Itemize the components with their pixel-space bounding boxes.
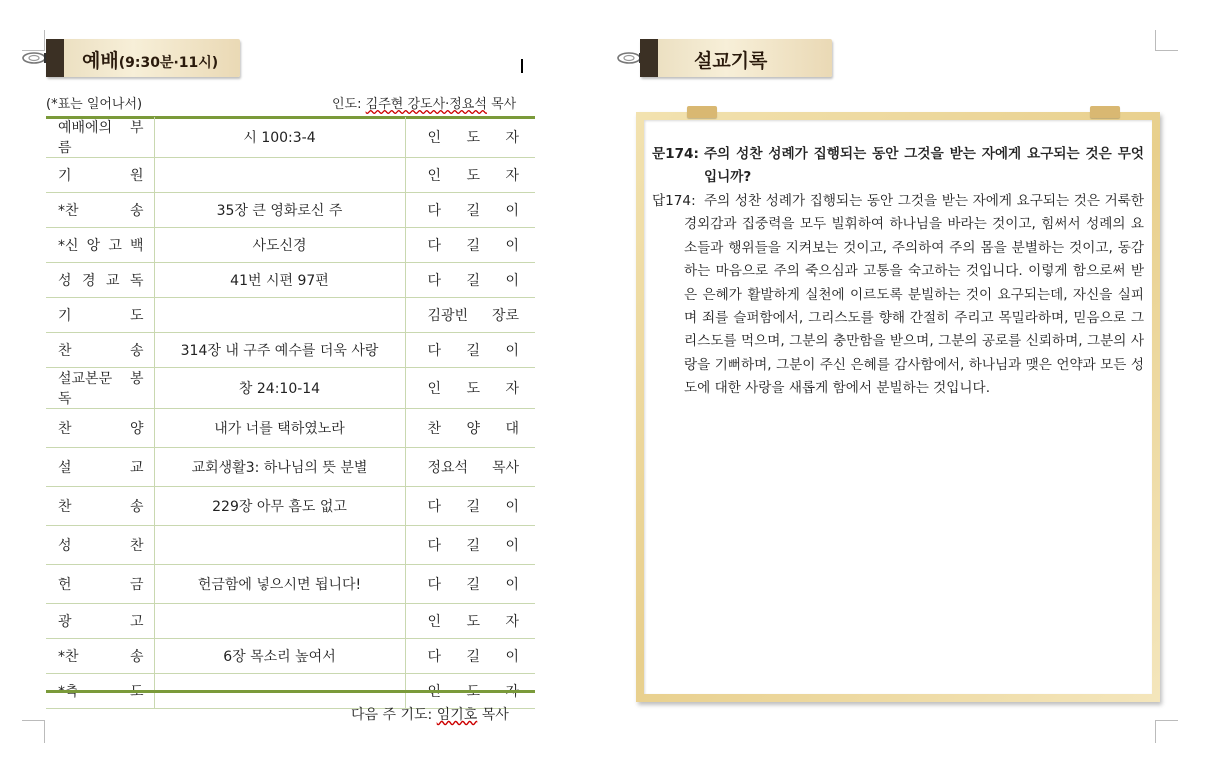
answer-label: 답174: <box>652 193 696 209</box>
next-title: 목사 <box>481 707 509 723</box>
order-content: 시 100:3-4 <box>154 117 405 158</box>
worship-title <box>82 46 218 73</box>
leader-title: 목사 <box>491 97 517 112</box>
order-leader: 찬 양 대 <box>405 409 535 448</box>
sermon-record-title: 설교기록 <box>694 50 768 72</box>
order-leader: 인 도 자 <box>405 158 535 193</box>
table-row <box>46 263 535 298</box>
question-label: 문174: <box>652 146 699 162</box>
order-content <box>154 526 405 565</box>
order-content: 헌금함에 넣으시면 됩니다! <box>154 565 405 604</box>
table-row <box>46 526 535 565</box>
order-item: 기 도 <box>46 298 154 333</box>
catechism-question <box>652 143 1144 190</box>
order-content: 교회생활3: 하나님의 뜻 분별 <box>154 448 405 487</box>
worship-title-main: 예배 <box>82 50 119 72</box>
worship-order-table <box>46 117 535 709</box>
crop-mark-bottom-right <box>1155 720 1178 743</box>
order-content: 내가 너를 택하였노라 <box>154 409 405 448</box>
sermon-record-banner <box>640 39 832 77</box>
leader-line <box>332 93 516 112</box>
table-row <box>46 448 535 487</box>
banner-tab <box>640 39 658 77</box>
order-content: 314장 내 구주 예수를 더욱 사랑 <box>154 333 405 368</box>
table-row <box>46 368 535 409</box>
order-item: 성 경 교 독 <box>46 263 154 298</box>
table-row <box>46 487 535 526</box>
order-leader: 정요석 목사 <box>405 448 535 487</box>
order-leader: 인 도 자 <box>405 604 535 639</box>
order-item: 성 찬 <box>46 526 154 565</box>
order-leader: 김광빈 장로 <box>405 298 535 333</box>
table-row <box>46 565 535 604</box>
order-leader: 인 도 자 <box>405 117 535 158</box>
order-content: 41번 시편 97편 <box>154 263 405 298</box>
leader-label: 인도: <box>332 97 362 112</box>
order-content <box>154 298 405 333</box>
table-row <box>46 639 535 674</box>
order-leader: 다 길 이 <box>405 565 535 604</box>
table-row <box>46 333 535 368</box>
standing-note: (*표는 일어나서) <box>46 97 143 112</box>
worship-title-time: (9:30분·11시) <box>118 55 219 71</box>
order-content: 35장 큰 영화로신 주 <box>154 193 405 228</box>
crop-mark-bottom-left <box>22 720 45 743</box>
order-content: 창 24:10-14 <box>154 368 405 409</box>
table-row <box>46 193 535 228</box>
order-content: 6장 목소리 높여서 <box>154 639 405 674</box>
order-leader: 다 길 이 <box>405 639 535 674</box>
order-item: *신 앙 고 백 <box>46 228 154 263</box>
crop-mark-top-right <box>1155 30 1178 51</box>
order-item: 헌 금 <box>46 565 154 604</box>
tape-right <box>1090 106 1120 118</box>
order-item: 예배에의 부름 <box>46 117 154 158</box>
order-item: 찬 송 <box>46 333 154 368</box>
order-leader: 다 길 이 <box>405 263 535 298</box>
order-content: 사도신경 <box>154 228 405 263</box>
tape-left <box>687 106 717 118</box>
order-item: 찬 송 <box>46 487 154 526</box>
banner-tab <box>46 39 64 77</box>
order-leader: 다 길 이 <box>405 333 535 368</box>
answer-text: 주의 성찬 성례가 집행되는 동안 그것을 받는 자에게 요구되는 것은 거룩한 경외감과 집중력을 모두 빌휘하여 하나님을 바라는 것이고, 힘써서 성례의 요소들과 행위들을 지켜보는 것이고, 주의하여 주의 몸을 분별하는 것이고, 동감하는 마음으로 주의 죽으심과 고통을 숙고하는 것입니다. 이렇게 함으로써 받은 은혜가 활발하게 실천에 이르도록 분빌하는 것이 요구되는데, 자신을 실피며 죄를 슬퍼함에서, 그리스도를 향해 간절히 주리고 목밀라하며, 믿음으로 그리스도를 먹으며, 그분의 충만함을 받으며, 그분의 공로를 신뢰하며, 그분의 사랑을 기뻐하며, 그분이 주신 은혜를 감사함에서, 하나님과 맺은 언약과 모든 성도에 대한 사랑을 새롭게 함에서 분빌하는 것입니다. <box>684 193 1144 397</box>
order-content: 229장 아무 흠도 없고 <box>154 487 405 526</box>
catechism-answer <box>652 190 1144 401</box>
order-content <box>154 604 405 639</box>
order-leader: 다 길 이 <box>405 193 535 228</box>
order-item: 기 원 <box>46 158 154 193</box>
table-row <box>46 158 535 193</box>
table-row <box>46 409 535 448</box>
table-bottom-rule <box>46 690 535 693</box>
leader-name: 김주현 강도사·정요석 <box>365 97 487 112</box>
order-item: 설교본문 봉독 <box>46 368 154 409</box>
order-leader: 다 길 이 <box>405 526 535 565</box>
table-row <box>46 228 535 263</box>
text-cursor <box>521 59 523 73</box>
order-item: *찬 송 <box>46 193 154 228</box>
order-content <box>154 158 405 193</box>
next-week-prayer <box>351 704 509 724</box>
order-leader: 다 길 이 <box>405 487 535 526</box>
next-label: 다음 주 기도: <box>351 707 433 723</box>
table-row <box>46 117 535 158</box>
question-text: 주의 성찬 성례가 집행되는 동안 그것을 받는 자에게 요구되는 것은 무엇입니까? <box>704 146 1144 186</box>
table-row <box>46 298 535 333</box>
worship-title-banner <box>46 39 240 77</box>
order-leader: 인 도 자 <box>405 368 535 409</box>
next-name: 임기호 <box>436 707 478 723</box>
table-row <box>46 604 535 639</box>
order-item: *찬 송 <box>46 639 154 674</box>
order-item: 광 고 <box>46 604 154 639</box>
order-item: 찬 양 <box>46 409 154 448</box>
order-leader: 다 길 이 <box>405 228 535 263</box>
order-item: 설 교 <box>46 448 154 487</box>
